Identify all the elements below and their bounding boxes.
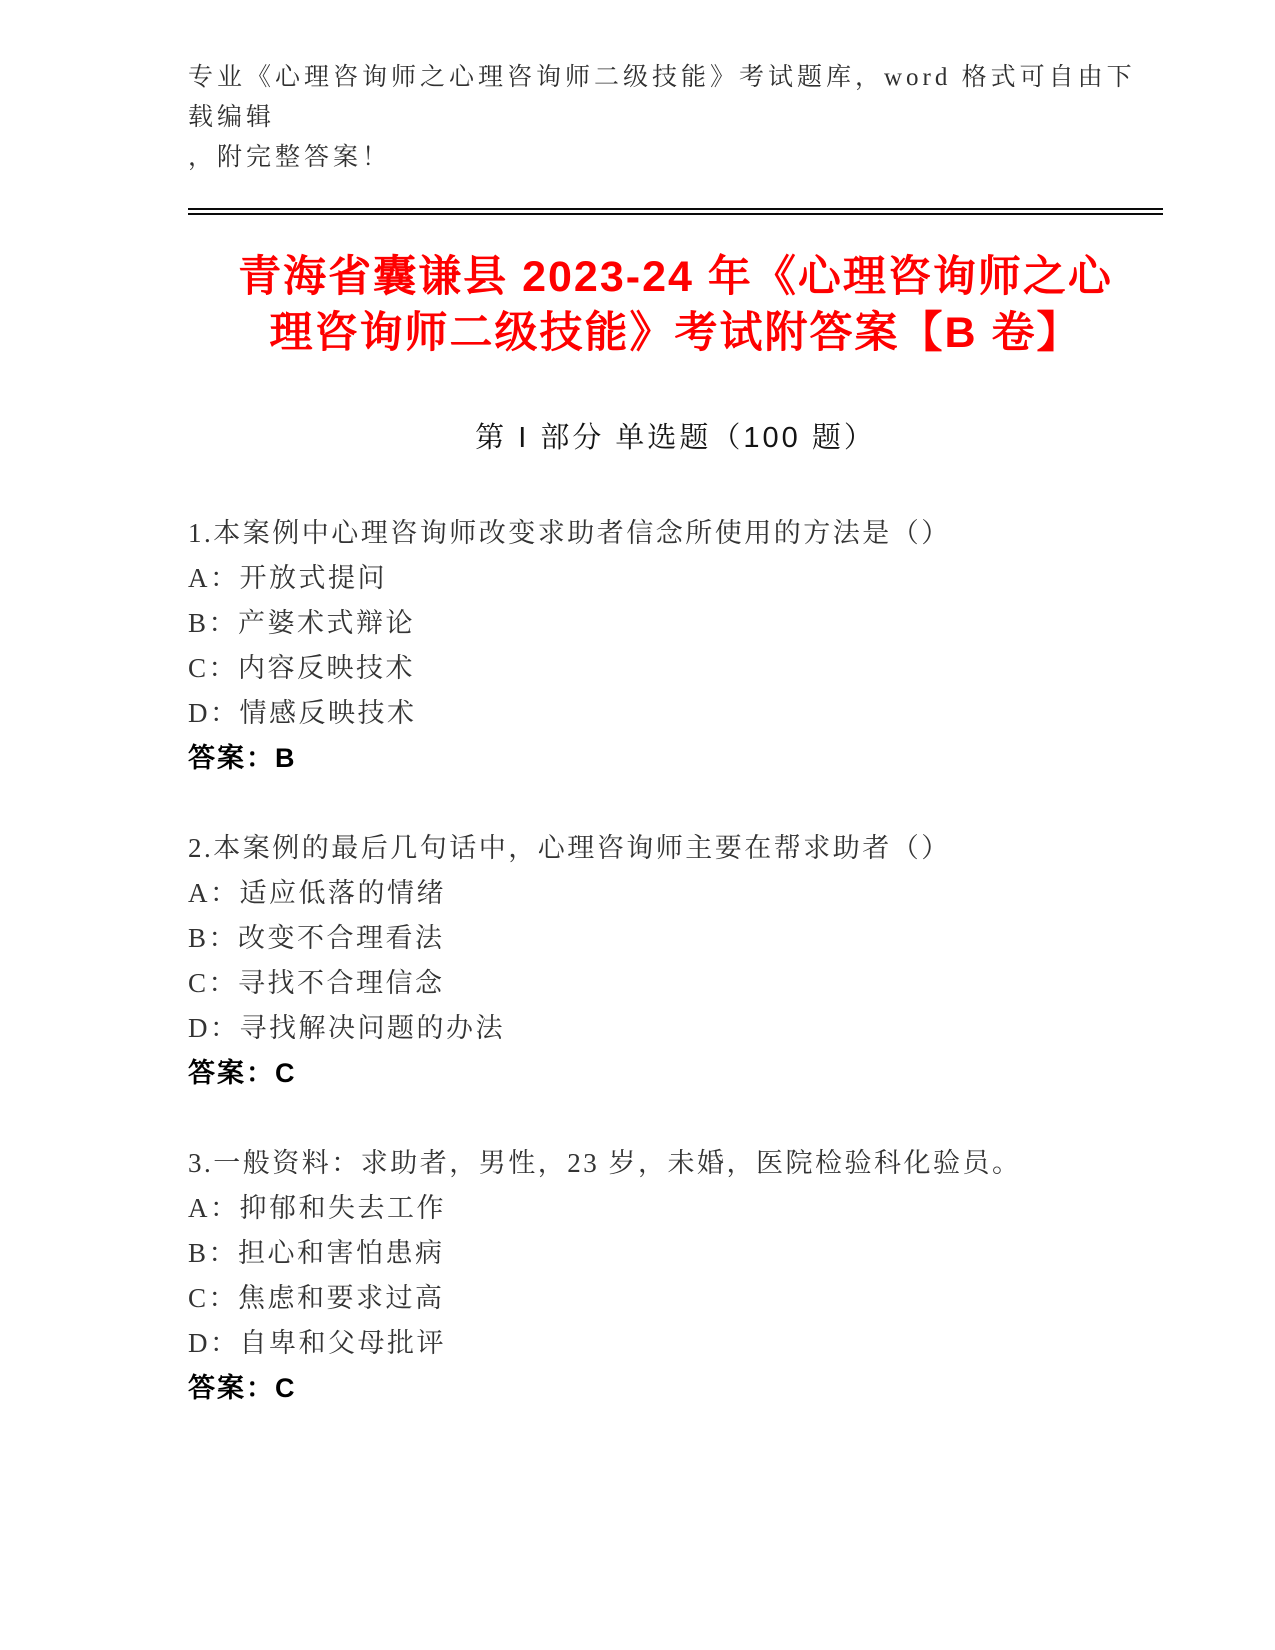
question-block-1 [188, 511, 1163, 781]
answer-line: 答案：B [188, 743, 297, 773]
question-block-3 [188, 1141, 1163, 1411]
header-note-line-1: 专业《心理咨询师之心理咨询师二级技能》考试题库，word 格式可自由下载编辑 [188, 64, 1136, 131]
question-block-2 [188, 826, 1163, 1096]
document-title-line-2: 理咨询师二级技能》考试附答案【B 卷】 [269, 309, 1082, 357]
option-d: D：自卑和父母批评 [188, 1328, 446, 1358]
option-c: C：焦虑和要求过高 [188, 1283, 445, 1313]
option-d: D：寻找解决问题的办法 [188, 1013, 505, 1043]
question-list [188, 511, 1163, 1411]
option-b: B：产婆术式辩论 [188, 608, 416, 638]
option-b: B：担心和害怕患病 [188, 1238, 445, 1268]
header-note-line-2: ，附完整答案！ [188, 144, 392, 171]
option-a: A：开放式提问 [188, 563, 387, 593]
document-title [188, 249, 1163, 361]
option-d: D：情感反映技术 [188, 698, 417, 728]
option-a: A：抑郁和失去工作 [188, 1193, 446, 1223]
answer-line: 答案：C [188, 1373, 297, 1403]
question-text: 1.本案例中心理咨询师改变求助者信念所使用的方法是（） [188, 518, 951, 548]
option-c: C：寻找不合理信念 [188, 968, 445, 998]
option-c: C：内容反映技术 [188, 653, 416, 683]
option-b: B：改变不合理看法 [188, 923, 445, 953]
header-note [188, 0, 1163, 178]
double-rule-divider [188, 208, 1163, 215]
document-title-line-1: 青海省囊谦县 2023-24 年《心理咨询师之心 [238, 253, 1113, 301]
question-text: 3.一般资料：求助者，男性，23 岁，未婚，医院检验科化验员。 [188, 1148, 1022, 1178]
question-text: 2.本案例的最后几句话中，心理咨询师主要在帮求助者（） [188, 833, 951, 863]
option-a: A：适应低落的情绪 [188, 878, 446, 908]
section-heading: 第 I 部分 单选题（100 题） [475, 422, 876, 454]
answer-line: 答案：C [188, 1058, 297, 1088]
